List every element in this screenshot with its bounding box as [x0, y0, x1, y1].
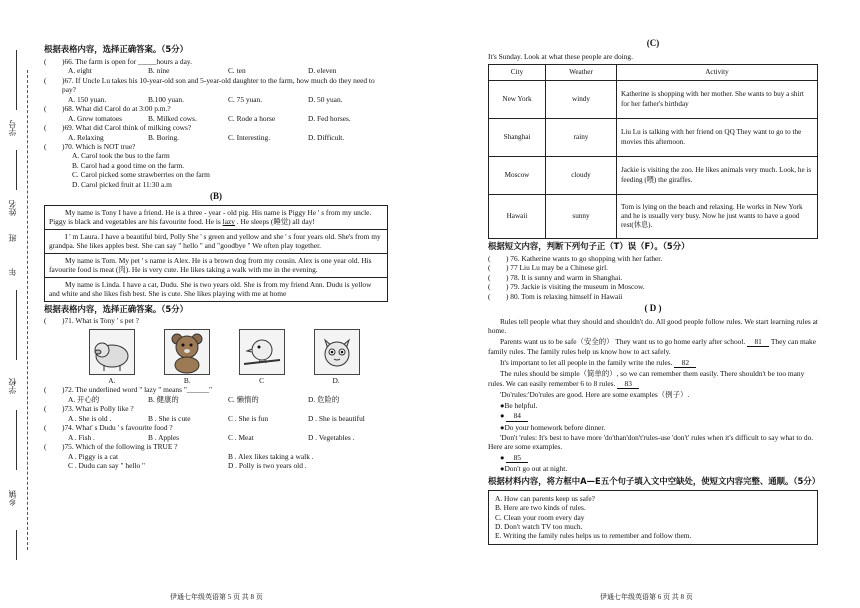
option-70b: B. Carol had a good time on the farm.: [72, 160, 185, 170]
options-66: A. eight B. nine C. ten D. eleven: [68, 66, 337, 76]
binding-margin: [0, 0, 40, 608]
label-c: C: [259, 375, 265, 385]
page-footer-right: 伊通七年级英语第 6 页 共 8 页: [600, 593, 693, 602]
option-a: A. How can parents keep us safe?: [495, 493, 595, 503]
side-label-class: 班: [8, 234, 17, 242]
option-c: C. Clean your room every day: [495, 512, 585, 522]
question-71: ( )71. What is Tony ' s pet ?: [44, 316, 139, 326]
bird-picture: [239, 329, 285, 375]
tf-80: ( ) 80. Tom is relaxing himself in Hawaii: [488, 291, 623, 301]
section-heading: 根据短文内容，判断下列句子正（T）误（F）。（5分）: [488, 241, 690, 252]
options-73: A . She is old . B . She is cute C . She is fun D . She is beautiful: [68, 413, 365, 423]
option-e: E. Writing the family rules helps us to remember and follow them.: [495, 531, 692, 541]
pig-picture: [89, 329, 135, 375]
tf-76: ( ) 76. Katherine wants to go shopping with her father.: [488, 253, 663, 263]
passage-d-p5: 'Do'rules:'Do'rules are good. Here are some examples（例子）.: [500, 390, 690, 400]
question-66: ( )66. The farm is open for _____hours a day.: [44, 56, 192, 66]
paragraph-linda: My name is Linda. I have a cat, Dudu. She is two years old. She is from my friend Ann. Dudu is yellow and white and she likes fish best. She is cute. She likes playing with me at home: [49, 279, 372, 299]
options-72: A. 开心的 B. 健康的 C. 懒惰的 D. 危险的: [68, 394, 340, 404]
left-page: [44, 42, 388, 470]
question-74: ( )74. What' s Dudu ' s favourite food ?: [44, 423, 173, 433]
header-weather: Weather: [546, 64, 617, 80]
header-activity: Activity: [617, 64, 818, 80]
right-page: [488, 36, 821, 545]
cut-line: [27, 70, 28, 550]
paragraph-laura: I ' m Laura. I have a beautiful bird, Polly She ' s green and yellow and she ' s four years old. She's from my grandpa. She likes apples best. She can say " hello " and "goodbye " We often play together.: [45, 230, 387, 254]
tf-78: ( ) 78. It is sunny and warm in Shanghai.: [488, 272, 623, 282]
activity-table: [488, 64, 818, 239]
label-a: A.: [108, 375, 116, 385]
page-footer-left: 伊通七年级英语第 5 页 共 8 页: [170, 593, 263, 602]
teddy-bear-picture: [164, 329, 210, 375]
passage-d-p6: 'Don't 'rules: It's best to have more 'do'than'don't'rules-use 'don't' rules when it's difficult to say what to do. Here are some examples.: [488, 432, 814, 452]
options-69: A. Relaxing B. Boring. C. Interesting. D. Difficult.: [68, 132, 345, 142]
question-75: ( )75. Which of the following is TRUE ?: [44, 442, 178, 452]
section-d-title: ( D ): [644, 303, 662, 314]
picture-labels: [74, 376, 374, 385]
section-c-intro: It's Sunday. Look at what these people are doing.: [488, 51, 633, 61]
blank-82: 82: [674, 358, 696, 368]
bullet-night: ●Don't go out at night.: [500, 464, 568, 474]
blank-84: 84: [506, 411, 528, 421]
table-header-row: [489, 64, 818, 80]
side-label-school: 学校: [8, 378, 17, 394]
passage-d-p3: It's important to let all people in the family write the rules. 82: [488, 358, 818, 368]
side-label-name: 姓名: [8, 200, 17, 216]
passage-d-p1: Rules tell people what they should and shouldn't do. All good people follow rules. We start learning rules at home.: [488, 316, 818, 336]
side-line: [16, 410, 17, 470]
options-74: A . Fish . B . Apples C . Meat D . Vegetables .: [68, 432, 355, 442]
label-d: D.: [332, 375, 340, 385]
question-70: ( )70. Which is NOT true?: [44, 141, 136, 151]
question-69: ( )69. What did Carol think of milking cows?: [44, 123, 192, 133]
table-row: Hawaii sunny Tom is lying on the beach and relaxing. He works in New York and he is usually very busy. Now he just wants to have a good rest(休息).: [489, 195, 818, 239]
question-67: ( )67. If Uncle Lu takes his 10-year-old son and 5-year-old daughter to the farm, how much do they need to pay?: [44, 75, 375, 95]
paragraph-tony: My name is Tony I have a friend. He is a three - year - old pig. His name is Piggy He ' s from my uncle. Piggy is black and vegetables are his favourite food. He is lazy . He sleeps (睡觉) all day!: [45, 206, 387, 230]
table-row: New York windy Katherine is shopping with her mother. She wants to buy a shirt for her father's birthday: [489, 81, 818, 119]
picture-options: [74, 329, 374, 375]
section-b-title: (B): [210, 191, 222, 202]
blank-81: 81: [747, 337, 769, 347]
pig-icon: [90, 330, 134, 374]
option-70d: D. Carol picked fruit at 11:30 a.m: [72, 179, 172, 189]
option-70a: A. Carol took the bus to the farm: [72, 151, 170, 161]
tf-79: ( ) 79. Jackie is visiting the museum in Moscow.: [488, 282, 645, 292]
side-label-grade: 年: [8, 268, 17, 276]
option-70c: C. Carol picked some strawberries on the farm: [72, 170, 210, 180]
section-c-title: (C): [646, 38, 660, 48]
section-heading: 根据表格内容，选择正确答案。（5分）: [44, 303, 189, 314]
options-67: A. 150 yuan. B.100 yuan. C. 75 yuan. D. 50 yuan.: [68, 94, 343, 104]
passage-b: [44, 205, 388, 302]
label-b: B.: [183, 375, 191, 385]
side-label-student-id: 学号: [8, 120, 17, 136]
options-75b: C . Dudu can say " hello " D . Polly is two years old .: [68, 461, 307, 471]
paragraph-tom: My name is Tom. My pet ' s name is Alex. He is a brown dog from my cousin. Alex is one year old. His favourite food is meat (肉). He is very cute. He likes taking a walk with me in the evening.: [45, 254, 387, 278]
table-row: Moscow cloudy Jackie is visiting the zoo. He likes animals very much. Look, he is feeding (喂) the giraffes.: [489, 157, 818, 195]
cat-icon: [315, 330, 359, 374]
side-line: [16, 50, 17, 110]
option-b: B. Here are two kinds of rules.: [495, 503, 586, 513]
blank-85: 85: [506, 453, 528, 463]
table-row: Shanghai rainy Liu Lu is talking with her friend on QQ They want to go to the movies this afternoon.: [489, 119, 818, 157]
tf-77: ( ) 77 Liu Lu may be a Chinese girl.: [488, 263, 609, 273]
passage-d-p2: Parents want us to be safe（安全的） They want us to go home early after school. 81 They can make family rules. The family rules help us know how to act safely.: [488, 336, 816, 357]
side-line: [16, 150, 17, 190]
question-72: ( )72. The underlined word " lazy " means "______": [44, 385, 213, 395]
question-68: ( )68. What did Carol do at 3:00 p.m.?: [44, 104, 171, 114]
answer-options-box: [488, 490, 818, 545]
bullet-homework: ●Do your homework before dinner.: [500, 422, 606, 432]
side-label-township: 乡镇: [8, 490, 17, 506]
options-75a: A . Piggy is a cat B . Alex likes taking a walk .: [68, 451, 314, 461]
bullet-84: ● 84: [488, 411, 818, 421]
section-heading: 根据材料内容，将方框中A—E五个句子填入文中空缺处，使短文内容完整、通顺。（5分）: [488, 475, 821, 486]
header-city: City: [489, 64, 546, 80]
question-73: ( )73. What is Polly like ?: [44, 404, 134, 414]
passage-d-p4: The rules should be simple（简单的）, so we can remember them easily. There shouldn't be too many rules. We can easily remember 6 to 8 rules. 83: [488, 369, 805, 388]
bullet-85: ● 85: [488, 453, 818, 463]
side-line: [16, 530, 17, 560]
blank-83: 83: [617, 379, 639, 389]
cat-picture: [314, 329, 360, 375]
bear-icon: [165, 330, 209, 374]
bird-icon: [240, 330, 284, 374]
bullet-be-helpful: ●Be helpful.: [500, 400, 538, 410]
options-68: A. Grew tomatoes B. Milked cows. C. Rode a horse D. Fed horses.: [68, 113, 351, 123]
option-d: D. Don't watch TV too much.: [495, 522, 583, 531]
section-heading: 根据表格内容，选择正确答案。（5分）: [44, 44, 189, 54]
underlined-word: lazy: [222, 217, 235, 227]
side-line: [16, 290, 17, 360]
